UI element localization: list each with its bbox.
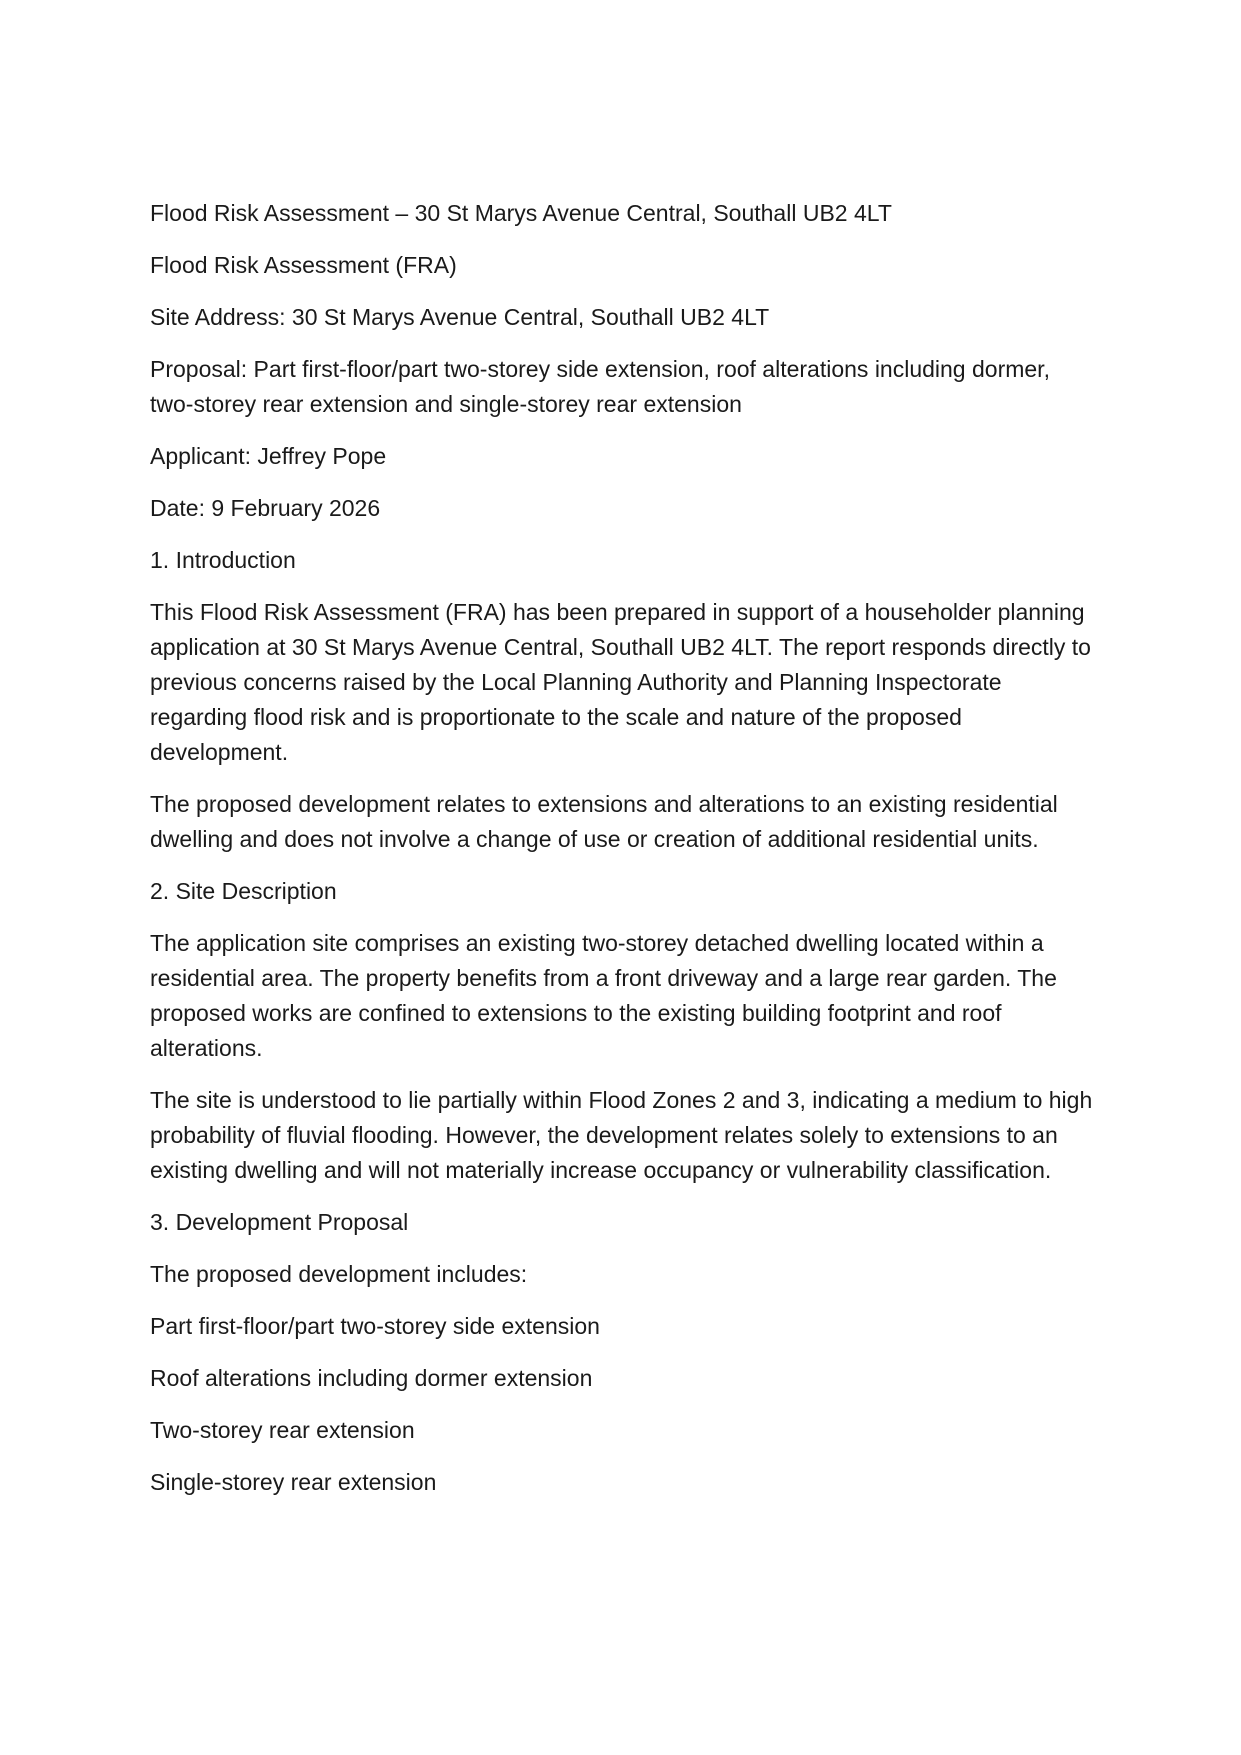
proposal: Proposal: Part first-floor/part two-storey side extension, roof alterations including dormer, two-storey rear extension and single-storey rear extension <box>150 356 1050 417</box>
site-description-paragraph: The site is understood to lie partially within Flood Zones 2 and 3, indicating a medium to high probability of fluvial flooding. However, the development relates solely to extensions to an existing dwelling and will not materially increase occupancy or vulnerability classification. <box>150 1087 1093 1183</box>
development-list-item: Part first-floor/part two-storey side extension <box>150 1313 600 1339</box>
development-list-item: Roof alterations including dormer extension <box>150 1365 593 1391</box>
document-title: Flood Risk Assessment – 30 St Marys Avenue Central, Southall UB2 4LT <box>150 200 892 226</box>
site-address: Site Address: 30 St Marys Avenue Central, Southall UB2 4LT <box>150 304 770 330</box>
site-description-paragraph: The application site comprises an existing two-storey detached dwelling located within a residential area. The property benefits from a front driveway and a large rear garden. The proposed works are confined to extensions to the existing building footprint and roof alterations. <box>150 930 1057 1061</box>
document-subtitle: Flood Risk Assessment (FRA) <box>150 252 457 278</box>
section-heading-site-description: 2. Site Description <box>150 878 337 904</box>
development-proposal-intro: The proposed development includes: <box>150 1261 528 1287</box>
section-heading-development-proposal: 3. Development Proposal <box>150 1209 409 1235</box>
date: Date: 9 February 2026 <box>150 495 381 521</box>
development-list-item: Single-storey rear extension <box>150 1469 437 1495</box>
applicant: Applicant: Jeffrey Pope <box>150 443 387 469</box>
introduction-paragraph: This Flood Risk Assessment (FRA) has been prepared in support of a householder planning application at 30 St Marys Avenue Central, Southall UB2 4LT. The report responds directly to previous concerns raised by the Local Planning Authority and Planning Inspectorate regarding flood risk and is proportionate to the scale and nature of the proposed development. <box>150 599 1091 765</box>
introduction-paragraph: The proposed development relates to extensions and alterations to an existing residential dwelling and does not involve a change of use or creation of additional residential units. <box>150 791 1058 852</box>
section-heading-introduction: 1. Introduction <box>150 547 296 573</box>
development-list-item: Two-storey rear extension <box>150 1417 415 1443</box>
document-body <box>150 196 1095 1517</box>
